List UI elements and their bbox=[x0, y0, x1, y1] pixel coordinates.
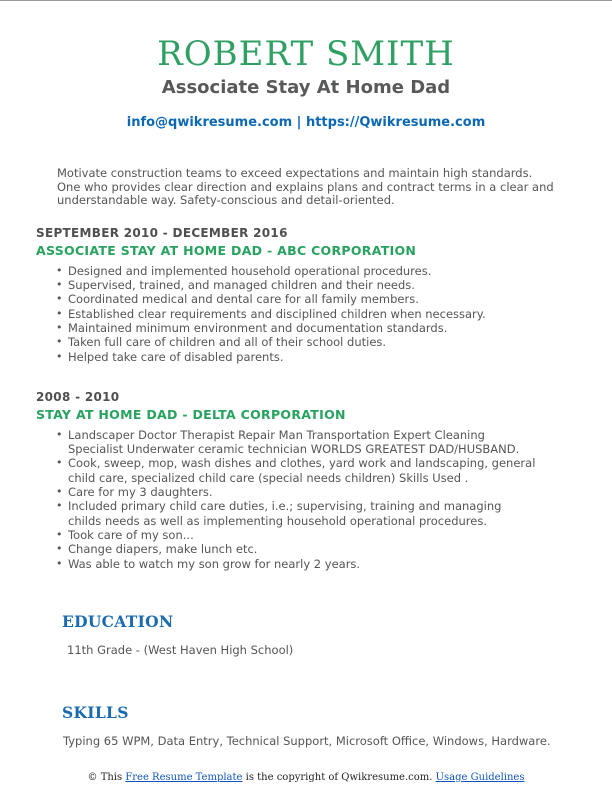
free-resume-template-link[interactable]: Free Resume Template bbox=[125, 772, 243, 783]
bullet-item: • Taken full care of children and all of their school duties. bbox=[68, 335, 538, 349]
skills-list: Typing 65 WPM, Data Entry, Technical Support, Microsoft Office, Windows, Hardware. bbox=[63, 733, 551, 748]
bullet-item: • Designed and implemented household operational procedures. bbox=[68, 264, 538, 278]
bullet-item: • Included primary child care duties, i.e.; supervising, training and managing childs needs as well as implementing household operational procedures. bbox=[68, 499, 538, 528]
footer-text-prefix: © This bbox=[87, 772, 126, 783]
experience-bullet-list bbox=[36, 428, 612, 571]
resume-header bbox=[0, 1, 612, 130]
footer-copyright bbox=[0, 772, 612, 783]
education-item: 11th Grade - (West Haven High School) bbox=[67, 642, 294, 657]
skills-heading: SKILLS bbox=[62, 702, 129, 722]
bullet-item: • Care for my 3 daughters. bbox=[68, 485, 538, 499]
experience-bullet-list bbox=[36, 264, 612, 364]
job-title: Associate Stay At Home Dad bbox=[161, 77, 451, 98]
bullet-item: • Took care of my son... bbox=[68, 528, 538, 542]
footer-text-middle: is the copyright of Qwikresume.com. bbox=[242, 772, 436, 783]
experience-dates: SEPTEMBER 2010 - DECEMBER 2016 bbox=[36, 225, 288, 240]
bullet-item: • Landscaper Doctor Therapist Repair Man Transportation Expert Cleaning Specialist Underwater ceramic technician WORLDS GREATEST DAD/HUSBAND. bbox=[68, 428, 538, 457]
experience-entry-2 bbox=[36, 390, 612, 571]
education-heading: EDUCATION bbox=[62, 611, 174, 631]
contact-line: info@qwikresume.com | https://Qwikresume.com bbox=[126, 115, 486, 130]
experience-heading: STAY AT HOME DAD - DELTA CORPORATION bbox=[36, 406, 346, 422]
education-section bbox=[62, 612, 612, 657]
bullet-item: • Maintained minimum environment and documentation standards. bbox=[68, 321, 538, 335]
experience-heading: ASSOCIATE STAY AT HOME DAD - ABC CORPORATION bbox=[36, 242, 417, 258]
experience-dates: 2008 - 2010 bbox=[36, 389, 120, 404]
summary-paragraph: Motivate construction teams to exceed expectations and maintain high standards. One who provides clear direction and explains plans and contract terms in a clear and understandable way. Safety-conscious and detail-oriented. bbox=[57, 166, 554, 208]
bullet-item: • Supervised, trained, and managed children and their needs. bbox=[68, 278, 538, 292]
bullet-item: • Change diapers, make lunch etc. bbox=[68, 542, 538, 556]
skills-section bbox=[62, 703, 612, 748]
usage-guidelines-link[interactable]: Usage Guidelines bbox=[435, 772, 525, 783]
bullet-item: • Cook, sweep, mop, wash dishes and clothes, yard work and landscaping, general child care, specialized child care (special needs children) Skills Used . bbox=[68, 456, 538, 485]
bullet-item: • Established clear requirements and disciplined children when necessary. bbox=[68, 307, 538, 321]
bullet-item: • Helped take care of disabled parents. bbox=[68, 350, 538, 364]
person-name: ROBERT SMITH bbox=[157, 34, 455, 74]
bullet-item: • Was able to watch my son grow for nearly 2 years. bbox=[68, 557, 538, 571]
bullet-item: • Coordinated medical and dental care for all family members. bbox=[68, 292, 538, 306]
experience-entry-1 bbox=[36, 226, 612, 364]
